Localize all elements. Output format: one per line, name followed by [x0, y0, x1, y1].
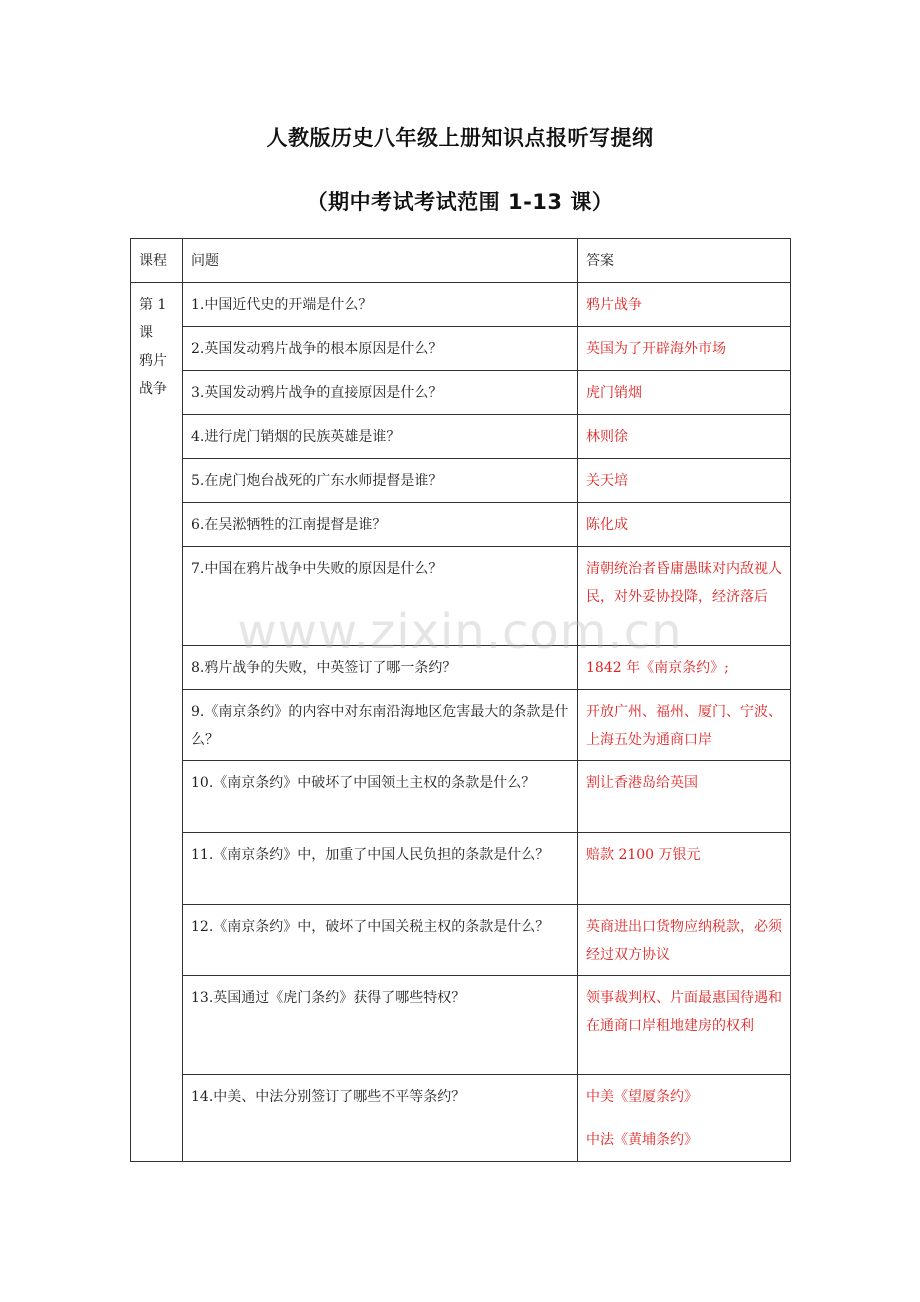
- table-row: [131, 327, 791, 371]
- answer-cell: [578, 415, 791, 459]
- table-row: [131, 503, 791, 547]
- answer-cell: [578, 905, 791, 976]
- question-cell: 13.英国通过《虎门条约》获得了哪些特权？: [183, 976, 578, 1075]
- answer-cell: [578, 547, 791, 646]
- answer-text: 关天培: [586, 473, 628, 489]
- answer-cell: [578, 690, 791, 761]
- table-row: [131, 833, 791, 905]
- question-cell: 3.英国发动鸦片战争的直接原因是什么？: [183, 371, 578, 415]
- question-cell: 8.鸦片战争的失败，中英签订了哪一条约？: [183, 646, 578, 690]
- answer-text: 开放广州、福州、厦门、宁波、上海五处为通商口岸: [586, 704, 782, 748]
- table-row: [131, 283, 791, 327]
- lesson-label-line: 课: [139, 325, 153, 341]
- lesson-cell: [131, 283, 183, 1162]
- answer-cell: [578, 833, 791, 905]
- answer-text: 清朝统治者昏庸愚昧对内敌视人民，对外妥协投降，经济落后: [586, 561, 782, 605]
- question-cell: 9.《南京条约》的内容中对东南沿海地区危害最大的条款是什么？: [183, 690, 578, 761]
- answer-cell: [578, 1075, 791, 1162]
- table-row: [131, 371, 791, 415]
- table-row: [131, 690, 791, 761]
- question-cell: 11.《南京条约》中，加重了中国人民负担的条款是什么？: [183, 833, 578, 905]
- lesson-label-line: 战争: [139, 381, 167, 397]
- answer-text: 赔款 2100 万银元: [586, 847, 701, 863]
- table-row: [131, 976, 791, 1075]
- table-row: [131, 459, 791, 503]
- answer-text: 鸦片战争: [586, 297, 642, 313]
- header-answer: 答案: [578, 239, 791, 283]
- question-cell: 2.英国发动鸦片战争的根本原因是什么？: [183, 327, 578, 371]
- header-question: 问题: [183, 239, 578, 283]
- header-course: 课程: [131, 239, 183, 283]
- table-row: [131, 646, 791, 690]
- answer-text: 1842 年《南京条约》;: [586, 660, 729, 676]
- question-cell: 10.《南京条约》中破坏了中国领土主权的条款是什么？: [183, 761, 578, 833]
- answer-text: 英国为了开辟海外市场: [586, 341, 726, 357]
- table-row: [131, 415, 791, 459]
- document-title: 人教版历史八年级上册知识点报听写提纲: [266, 126, 654, 150]
- question-cell: 5.在虎门炮台战死的广东水师提督是谁？: [183, 459, 578, 503]
- table-row: [131, 761, 791, 833]
- lesson-label-line: 鸦片: [139, 353, 167, 369]
- question-cell: 1.中国近代史的开端是什么？: [183, 283, 578, 327]
- lesson-label-line: 第 1: [139, 297, 167, 313]
- question-cell: 6.在吴淞牺牲的江南提督是谁？: [183, 503, 578, 547]
- answer-text: 领事裁判权、片面最惠国待遇和在通商口岸租地建房的权利: [586, 990, 782, 1034]
- answer-cell: [578, 503, 791, 547]
- answer-text: 英商进出口货物应纳税款，必须经过双方协议: [586, 919, 782, 963]
- outline-table: [130, 238, 791, 1162]
- watermark: www.zixin.com.cn: [237, 604, 683, 660]
- answer-cell: [578, 283, 791, 327]
- table-row: [131, 905, 791, 976]
- answer-cell: [578, 371, 791, 415]
- question-cell: 4.进行虎门销烟的民族英雄是谁？: [183, 415, 578, 459]
- question-cell: 7.中国在鸦片战争中失败的原因是什么？: [183, 547, 578, 646]
- table-row: [131, 1075, 791, 1162]
- question-cell: 12.《南京条约》中，破坏了中国关税主权的条款是什么？: [183, 905, 578, 976]
- answer-cell: [578, 459, 791, 503]
- answer-text: 中美《望厦条约》: [586, 1089, 698, 1105]
- answer-text: 陈化成: [586, 517, 628, 533]
- table-row: [131, 547, 791, 646]
- answer-cell: [578, 646, 791, 690]
- answer-cell: [578, 761, 791, 833]
- document-subtitle: （期中考试考试范围 1-13 课）: [306, 190, 614, 214]
- answer-text: 虎门销烟: [586, 385, 642, 401]
- answer-cell: [578, 976, 791, 1075]
- answer-text: 割让香港岛给英国: [586, 775, 698, 791]
- table-header-row: [131, 239, 791, 283]
- answer-text: 林则徐: [586, 429, 628, 445]
- answer-cell: [578, 327, 791, 371]
- answer-text: 中法《黄埔条约》: [586, 1132, 698, 1148]
- question-cell: 14.中美、中法分别签订了哪些不平等条约？: [183, 1075, 578, 1162]
